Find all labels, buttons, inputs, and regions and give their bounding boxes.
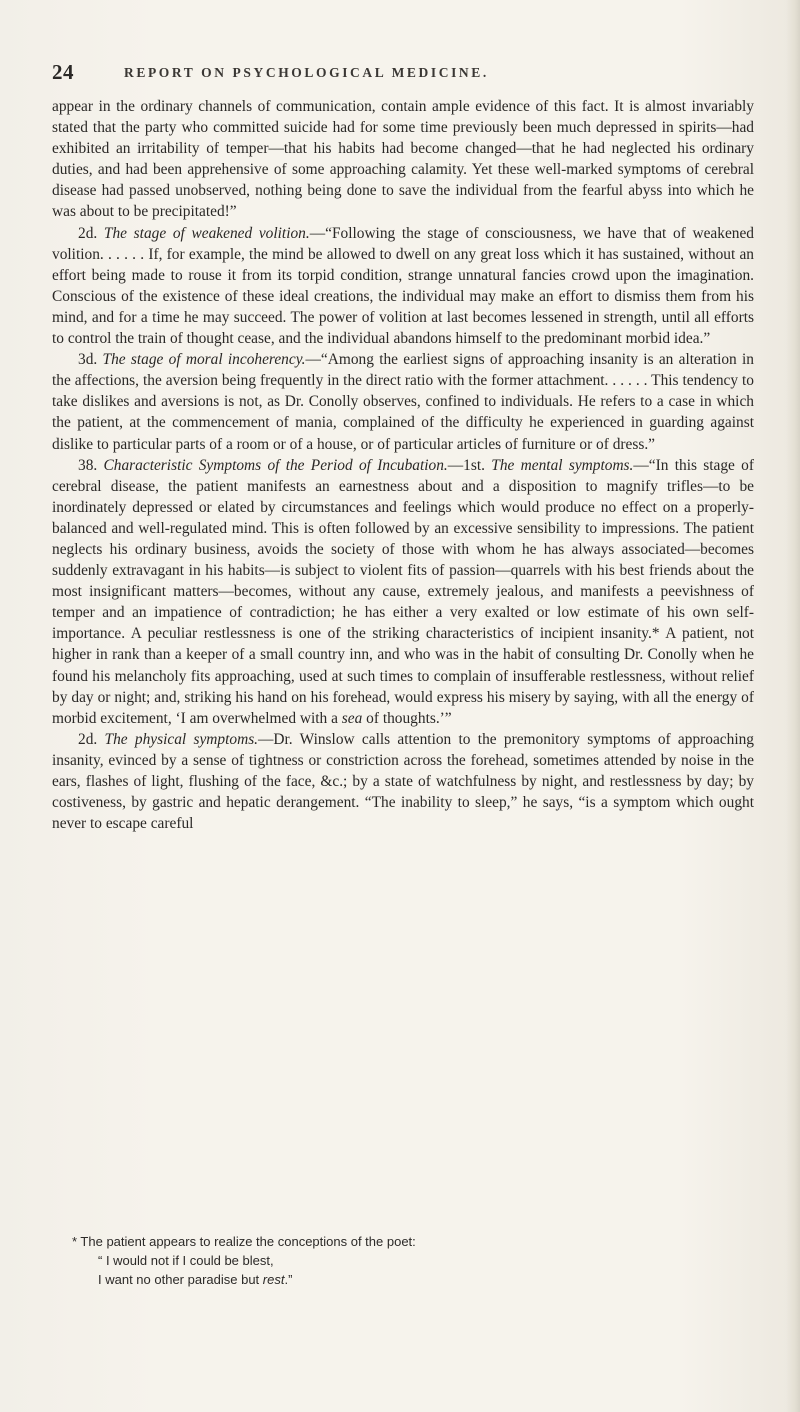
paragraph-text: —“Among the earliest signs of approaching insanity is an alteration in the affections, the aversion being frequently in the direct ratio with the former attachment. . . . . . This tendency to take dislikes and aversions is not, as Dr. Conolly observes, confined to individuals. He refers to a case in which the patient, at the commencement of mania, complained of the difficulty he experienced in guarding against dislike to particular parts of a room or of a house, or of particular articles of furniture or of dress.” (52, 351, 754, 453)
paragraph-text: 2d. (78, 730, 105, 748)
paragraph-text: —1st. (447, 456, 492, 474)
body-text (52, 96, 754, 834)
footnote (52, 1232, 754, 1289)
paragraph (52, 729, 754, 834)
footnote-line-3-text: I want no other paradise but (98, 1272, 263, 1287)
paragraph-text: 38. (78, 456, 104, 474)
paragraph (52, 349, 754, 454)
paragraph-text: 3d. (78, 351, 103, 369)
page-edge (786, 0, 800, 1412)
paragraph-text: 2d. (78, 224, 104, 242)
italic-heading: sea (341, 709, 363, 727)
footnote-line-2: “ I would not if I could be blest, (98, 1253, 274, 1268)
footnote-line-3-end: .” (284, 1272, 293, 1287)
italic-heading: The stage of moral incoherency. (102, 351, 306, 369)
page-number: 24 (52, 60, 74, 84)
footnote-line-3 (52, 1270, 754, 1289)
paragraph-text: of thoughts.’” (362, 709, 452, 727)
paragraph-text: —Dr. Winslow calls attention to the premonitory symptoms of approaching insanity, evinced by a sense of tightness or constriction across the forehead, sometimes attended by noise in the ears, flashes of light, flushing of the face, &c.; by a state of watchfulness by night, and restlessness by day; by costiveness, by gastric and hepatic derangement. “The inability to sleep,” he says, “is a symptom which ought never to escape careful (52, 730, 754, 833)
paragraph (52, 455, 754, 729)
italic-heading: The stage of weakened volition. (103, 224, 310, 242)
footnote-line-3-italic: rest (262, 1272, 285, 1287)
footnote-line-1: * The patient appears to realize the conceptions of the poet: (72, 1234, 416, 1249)
page-header (52, 60, 752, 84)
paragraph-text: —“Following the stage of consciousness, we have that of weakened volition. . . . . . If, for example, the mind be allowed to dwell on any great loss which it has sustained, without an effort being made to rouse it from its torpid condition, strange unnatural fancies crowd upon the imagination. Conscious of the existence of these ideal creations, the individual may make an effort to dismiss them from his mind, and for a time he may succeed. The power of volition at last becomes lessened in strength, until all efforts to control the train of thought cease, and the individual abandons himself to the predominant morbid idea.” (52, 224, 755, 348)
paragraph-text: appear in the ordinary channels of communication, contain ample evidence of this fact. It is almost invariably stated that the party who committed suicide had for some time previously been much depressed in spirits—had exhibited an irritability of temper—that his habits had become changed—that he had neglected his ordinary duties, and had been apprehensive of some approaching calamity. Yet these well-marked symptoms of cerebral disease had passed unobserved, nothing being done to save the individual from the fearful abyss into which he was about to be precipitated!” (52, 98, 754, 221)
italic-heading: The physical symptoms. (104, 730, 259, 748)
running-head: REPORT ON PSYCHOLOGICAL MEDICINE. (124, 65, 489, 80)
italic-heading: Characteristic Symptoms of the Period of Incubation. (103, 456, 448, 474)
italic-heading: The mental symptoms. (491, 456, 634, 474)
paragraph (52, 96, 754, 223)
paragraph (52, 223, 754, 350)
paragraph-text: —“In this stage of cerebral disease, the patient manifests an earnestness about and a disposition to magnify trifles—to be inordinately depressed or elated by circumstances and feelings which would produce no effect on a properly-balanced and well-regulated mind. This is often followed by an excessive sensibility to impressions. The patient neglects his ordinary business, avoids the society of those with whom he has always associated—becomes suddenly extravagant in his habits—is subject to violent fits of passion—quarrels with his best friends about the most insignificant matters—becomes, without any cause, extremely jealous, and manifests a peevishness of temper and an impatience of contradiction; he has either a very exalted or low estimate of his own self-importance. A peculiar restlessness is one of the striking characteristics of incipient insanity.* A patient, not higher in rank than a keeper of a small country inn, and who was in the habit of consulting Dr. Conolly when he found his melancholy fits approaching, used at such times to complain of insufferable restlessness, without relief by day or night; and, striking his hand on his forehead, would express his misery by saying, with all the energy of morbid excitement, ‘I am overwhelmed with a (52, 456, 755, 727)
